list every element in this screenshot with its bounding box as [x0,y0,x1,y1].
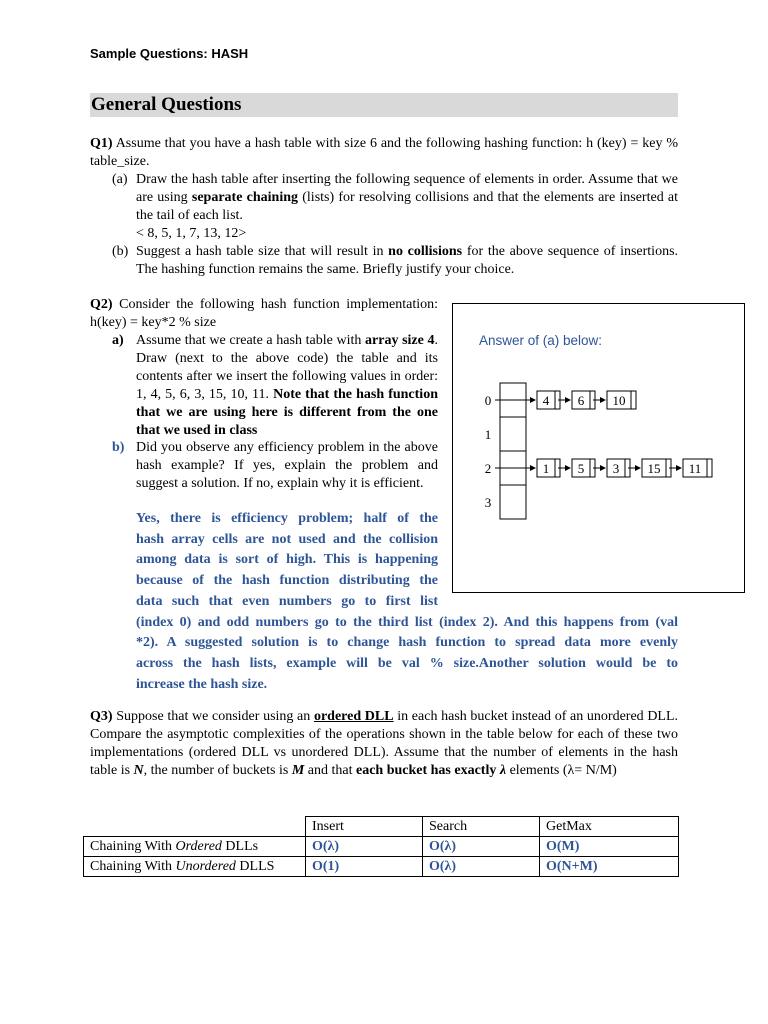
hash-slot [500,417,526,451]
q1-a-text2: (lists) for resolving collisions and that the elements are inserted at the tail of each list. [136,190,679,223]
slot-index: 1 [484,427,492,442]
answer-line: (index 0) and odd numbers go to the third list (index 2). And this happens from (val [136,614,678,630]
q3-text4: and that [307,763,353,778]
table-row [84,857,679,877]
slot-index: 2 [484,461,492,476]
q2-a-text2: . Draw (next to the above code) the table and its contents after we insert the following values in order: 1, 4, 5, 6, 3, 15, 10, 11. [136,333,439,402]
q1-label: Q1) [90,136,113,151]
q3-underline: ordered DLL [313,709,394,724]
q2-b-text: Did you observe any efficiency problem in the above hash example? If yes, explain the problem and suggest a solution. If no, explain why it is efficient. [136,440,438,491]
table-cell: O(λ) [306,837,423,857]
q1-part-b [112,243,678,279]
q1-b-label: (b) [112,244,129,259]
hash-table-diagram [452,303,745,593]
q1-a-text1: Draw the hash table after inserting the following sequence of elements in order. Assume that we are using [136,172,678,205]
q3-label: Q3) [90,709,113,724]
chain-value: 11 [688,461,702,476]
answer-line: increase the hash size. [136,676,268,692]
q2-a-bold2: Note that the hash function that we are using here is different from the one that we used in class [136,387,438,438]
table-cell: O(λ) [423,837,540,857]
slot-index: 0 [484,393,492,408]
table-header-insert: Insert [306,817,423,837]
q3-bold-end: each bucket has exactly [355,763,497,778]
q1-b-text2: for the above sequence of insertions. The hashing function remains the same. Briefly justify your choice. [136,244,679,277]
q3-text1: Suppose that we consider using an [116,709,311,724]
q3-text2: in each hash bucket instead of an unordered DLL. Compare the asymptotic complexities of the operations shown in the table below for each of these two implementations (ordered DLL vs unordered DLL). Assume that the number of elements in the hash table is [90,709,679,778]
q3-lambda: λ [499,763,507,778]
table-row [84,837,679,857]
table-corner-cell [84,817,306,837]
q2-line1: Consider the following hash function implementation: h(key) = key*2 % size [90,297,438,330]
q2-a-text1: Assume that we create a hash table with [136,333,362,348]
answer-line: hash array cells are not used and the collision [136,531,438,547]
chain-value: 1 [542,461,550,476]
q1-a-label: (a) [112,172,128,187]
chain-value: 15 [647,461,661,476]
q3-n: N [133,763,144,778]
q2-label: Q2) [90,297,113,312]
complexity-table [83,816,679,877]
q1-b-bold: no collisions [388,244,463,259]
chain-value: 10 [612,393,626,408]
q2-part-b [112,439,438,493]
row-label-post: DLLS [235,859,275,874]
chain-value: 6 [577,393,585,408]
row-label-pre: Chaining With [90,859,176,874]
table-header-row [84,817,679,837]
q2-a-label: a) [112,333,124,348]
q2-b-label: b) [112,440,125,455]
q3-text3: , the number of buckets is [143,763,289,778]
table-header-getmax: GetMax [540,817,679,837]
chain-node-pointer [631,391,636,409]
table-cell: O(N+M) [540,857,679,877]
q1-b-text1: Suggest a hash table size that will result in [136,244,384,259]
answer-line: among data is sort of high. This is happening [136,552,438,568]
q1-text: Assume that you have a hash table with size 6 and the following hashing function: h (key) = key % table_size. [90,136,678,169]
chain-value: 3 [612,461,620,476]
q3-text5: elements (λ= N/M) [509,763,617,778]
q3-question [90,708,678,780]
answer-line: Yes, there is efficiency problem; half of the [136,511,438,526]
row-label [84,857,306,877]
hash-slot [500,485,526,519]
table-header-search: Search [423,817,540,837]
table-cell: O(1) [306,857,423,877]
slot-index: 3 [484,495,492,510]
row-label-em: Unordered [175,859,236,874]
q2-question [90,296,438,332]
q2-a-bold1: array size 4 [365,333,435,348]
q1-question [90,135,678,171]
answer-box-title: Answer of (a) below: [479,333,603,348]
document-header: Sample Questions: HASH [90,46,249,61]
answer-line: data such that even numbers go to first list [136,593,438,609]
answer-line: because of the hash function distributing the [136,573,438,589]
q1-a-sequence: < 8, 5, 1, 7, 13, 12> [136,226,247,241]
section-heading [90,93,678,117]
table-cell: O(λ) [423,857,540,877]
chain-value: 5 [577,461,585,476]
chain-node-pointer [707,459,712,477]
row-label [84,837,306,857]
q3-m: M [291,763,305,778]
answer-line: across the hash lists, example will be val % size.Another solution would be to [136,655,678,671]
row-label-em: Ordered [175,839,222,854]
row-label-pre: Chaining With [90,839,176,854]
chain-value: 4 [542,393,550,408]
q2-part-a [112,332,438,440]
q1-part-a [112,171,678,243]
row-label-post: DLLs [221,839,259,854]
q1-a-bold: separate chaining [191,190,299,205]
section-title: General Questions [91,94,242,115]
answer-line: *2). A suggested solution is to change hash function to spread data more evenly [136,635,678,651]
table-cell: O(M) [540,837,679,857]
